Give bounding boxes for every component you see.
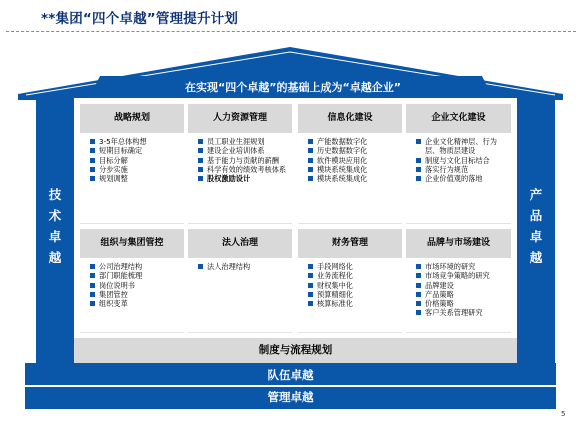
cell-culture: [406, 104, 511, 224]
cell-list: [298, 137, 402, 183]
page-number: 5: [561, 410, 566, 418]
list-item: 法人治理结构: [198, 262, 290, 271]
management-band: 管理卓越: [25, 385, 556, 409]
left-pillar-label: 技 术 卓 越: [48, 187, 62, 265]
cell-list: [298, 262, 402, 308]
list-item: 业务流程化: [308, 271, 400, 280]
cell-brand: [406, 229, 511, 333]
list-item: 模块系统集成化: [308, 174, 400, 183]
list-item: 企业价值观的落地: [416, 174, 509, 183]
right-pillar: [517, 98, 555, 363]
cell-list: [188, 137, 292, 183]
list-item: 建设企业培训体系: [198, 146, 290, 155]
list-item: 客户关系管理研究: [416, 308, 509, 317]
cell-list: [80, 137, 184, 183]
base-bar: 制度与流程规划: [74, 338, 517, 363]
cell-heading: 财务管理: [298, 229, 402, 258]
list-item: 规划调整: [90, 174, 182, 183]
cell-heading: 企业文化建设: [406, 104, 511, 133]
list-item: 公司治理结构: [90, 262, 182, 271]
cell-heading: 战略规划: [80, 104, 184, 133]
cell-finance: [298, 229, 402, 333]
list-item: 市场竞争策略的研究: [416, 271, 509, 280]
list-item: 品牌建设: [416, 281, 509, 290]
list-item: 基于能力与贡献的薪酬: [198, 156, 290, 165]
right-pillar-label: 产 品 卓 越: [529, 187, 543, 265]
center-panel: [74, 98, 517, 338]
list-item: 模块系统集成化: [308, 165, 400, 174]
list-item: 财权集中化: [308, 281, 400, 290]
list-item: 价格策略: [416, 299, 509, 308]
list-item: 产能数据数字化: [308, 137, 400, 146]
roof-label: 在实现“四个卓越”的基础上成为“卓越企业”: [185, 81, 401, 94]
list-item: 落实行为规范: [416, 165, 509, 174]
list-item: 股权激励设计: [198, 174, 290, 183]
list-item: 制度与文化目标结合: [416, 156, 509, 165]
band-divider: [25, 385, 556, 387]
cell-list: [406, 137, 511, 183]
cell-strategy: [80, 104, 184, 224]
cell-list: [188, 262, 292, 271]
page-title: **集团“四个卓越”管理提升计划: [41, 11, 239, 27]
list-item: 目标分解: [90, 156, 182, 165]
cell-heading: 组织与集团管控: [80, 229, 184, 258]
cell-heading: 人力资源管理: [188, 104, 292, 133]
list-item: 分步实施: [90, 165, 182, 174]
list-item: 企业文化精神层、行为层、物质层建设: [416, 137, 509, 156]
cell-heading: 法人治理: [188, 229, 292, 258]
list-item: 核算标准化: [308, 299, 400, 308]
cell-governance: [188, 229, 292, 333]
list-item: 3-5年总体构想: [90, 137, 182, 146]
cell-heading: 品牌与市场建设: [406, 229, 511, 258]
list-item: 手段网络化: [308, 262, 400, 271]
cell-org: [80, 229, 184, 333]
list-item: 组织变革: [90, 299, 182, 308]
list-item: 短期目标确定: [90, 146, 182, 155]
cell-it: [298, 104, 402, 224]
list-item: 预算精细化: [308, 290, 400, 299]
list-item: 岗位说明书: [90, 281, 182, 290]
list-item: 市场环境的研究: [416, 262, 509, 271]
cell-list: [80, 262, 184, 308]
list-item: 产品策略: [416, 290, 509, 299]
list-item: 软件模块应用化: [308, 156, 400, 165]
list-item: 集团管控: [90, 290, 182, 299]
list-item: 员工职业生涯规划: [198, 137, 290, 146]
cell-hr: [188, 104, 292, 224]
list-item: 历史数据数字化: [308, 146, 400, 155]
list-item: 部门职能梳理: [90, 271, 182, 280]
list-item: 科学有效的绩效考核体系: [198, 165, 290, 174]
cell-list: [406, 262, 511, 318]
team-band: 队伍卓越: [25, 363, 556, 387]
left-pillar: [36, 98, 74, 363]
cell-heading: 信息化建设: [298, 104, 402, 133]
